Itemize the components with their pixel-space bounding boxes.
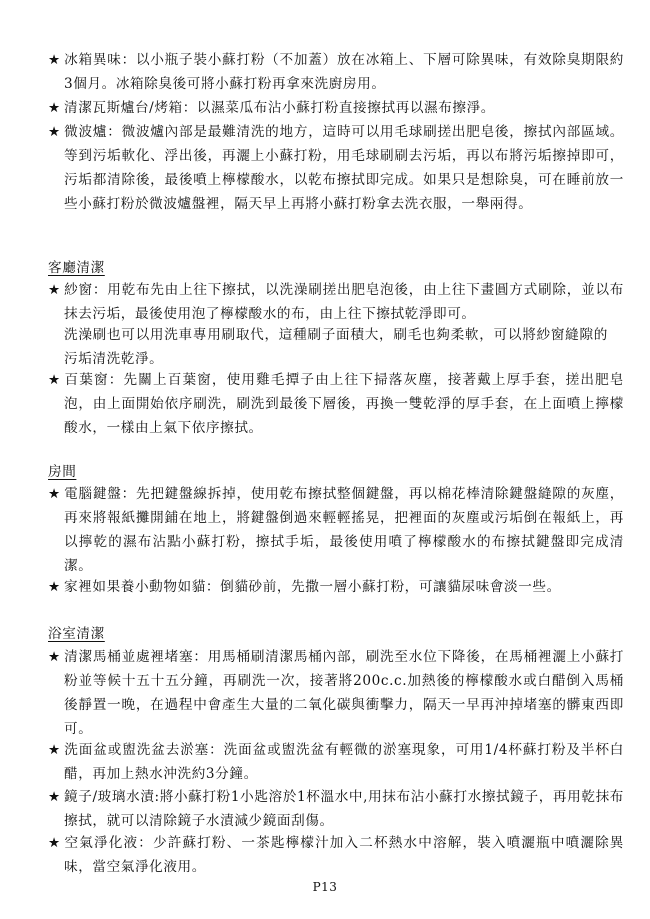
tip-text: 家裡如果養小動物如貓：倒貓砂前，先撒一層小蘇打粉，可讓貓尿味會淡一些。: [64, 579, 561, 595]
tip-gas-stove: [48, 96, 624, 120]
tip-text: 冰箱異味：以小瓶子裝小蘇打粉（不加蓋）放在冰箱上、下層可除異味，有效除臭期限約3個月。冰箱除臭後可將小蘇打粉再拿來洗廚房用。: [64, 52, 624, 92]
bullet-star-icon: ★: [48, 579, 61, 595]
tip-window-screen-note: 洗澡刷也可以用洗車專用刷取代，這種刷子面積大，刷毛也夠柔軟，可以將紗窗縫隙的污垢清洗乾淨。: [64, 327, 608, 367]
tip-text: 鏡子/玻璃水漬:將小蘇打粉1小匙溶於1杯溫水中,用抹布沾小蘇打水擦拭鏡子，再用乾抹布擦拭，就可以清除鏡子水漬減少鏡面刮傷。: [64, 789, 624, 829]
tip-text: 紗窗：用乾布先由上往下擦拭，以洗澡刷搓出肥皂泡後，由上往下畫圓方式刷除，並以布抹去污垢，最後使用泡了檸檬酸水的布，由上往下擦拭乾淨即可。: [64, 282, 624, 322]
tip-text: 百葉窗：先關上百葉窗，使用雞毛撢子由上往下掃落灰塵，接著戴上厚手套，搓出肥皂泡，由上面開始依序刷洗，刷洗到最後下層後，再換一雙乾淨的厚手套，在上面噴上擰檬酸水，一樣由上氣下依序擦拭。: [64, 372, 624, 436]
tip-air-freshener: [48, 831, 624, 879]
page-number: P13: [312, 880, 338, 894]
bullet-star-icon: ★: [48, 649, 61, 665]
bullet-star-icon: ★: [48, 100, 61, 116]
section-heading-room: 房間: [48, 464, 77, 480]
tip-fridge-odor: [48, 48, 624, 96]
tip-microwave: [48, 120, 624, 216]
bullet-star-icon: ★: [48, 282, 61, 298]
tip-window-screen: [48, 278, 624, 326]
bullet-star-icon: ★: [48, 486, 61, 502]
bullet-star-icon: ★: [48, 742, 61, 758]
bullet-star-icon: ★: [48, 52, 61, 68]
section-heading-living-room: 客廳清潔: [48, 260, 105, 276]
tip-text: 清潔馬桶並處裡堵塞：用馬桶刷清潔馬桶內部，刷洗至水位下降後，在馬桶裡灑上小蘇打粉並等候十五十五分鐘，再刷洗一次，接著將200c.c.加熱後的檸檬酸水或白醋倒入馬桶後靜置一晚，在過程中會產生大量的二氧化碳與衝擊力，隔天一早再沖掉堵塞的髒東西即可。: [64, 649, 624, 737]
tip-sink: [48, 738, 624, 786]
tip-toilet: [48, 645, 624, 741]
tip-keyboard: [48, 482, 624, 578]
section-heading-bathroom: 浴室清潔: [48, 626, 105, 642]
bullet-star-icon: ★: [48, 835, 61, 851]
tip-text: 空氣淨化液：少許蘇打粉、一茶匙檸檬汁加入二杯熱水中溶解，裝入噴灑瓶中噴灑除異味，當空氣淨化液用。: [64, 835, 624, 875]
tip-text: 清潔瓦斯爐台/烤箱：以濕菜瓜布沾小蘇打粉直接擦拭再以濕布擦淨。: [64, 100, 495, 116]
bullet-star-icon: ★: [48, 124, 61, 140]
tip-pets: [48, 575, 624, 599]
tip-text: 微波爐：微波爐內部是最難清洗的地方，這時可以用毛球刷搓出肥皂後，擦拭內部區域。等到污垢軟化、浮出後，再灑上小蘇打粉，用毛球刷刷去污垢，再以布將污垢擦掉即可，污垢都清除後，最後噴上檸檬酸水，以乾布擦拭即完成。如果只是想除臭，可在睡前放一些小蘇打粉於微波爐盤裡，隔天早上再將小蘇打粉拿去洗衣服，一舉兩得。: [64, 124, 624, 212]
tip-blinds: [48, 368, 624, 440]
bullet-star-icon: ★: [48, 789, 61, 805]
tip-text: 電腦鍵盤：先把鍵盤線拆掉，使用乾布擦拭整個鍵盤，再以棉花棒清除鍵盤縫隙的灰塵，再來將報紙攤開鋪在地上，將鍵盤倒過來輕輕搖晃，把裡面的灰塵或污垢倒在報紙上，再以擰乾的濕布沾點小蘇打粉，擦拭手垢，最後使用噴了檸檬酸水的布擦拭鍵盤即完成清潔。: [64, 486, 624, 574]
bullet-star-icon: ★: [48, 372, 61, 388]
tip-mirror: [48, 785, 624, 833]
tip-text: 洗面盆或盥洗盆去淤塞：洗面盆或盥洗盆有輕微的淤塞現象，可用1/4杯蘇打粉及半杯白醋，再加上熱水沖洗約3分鐘。: [64, 742, 624, 782]
